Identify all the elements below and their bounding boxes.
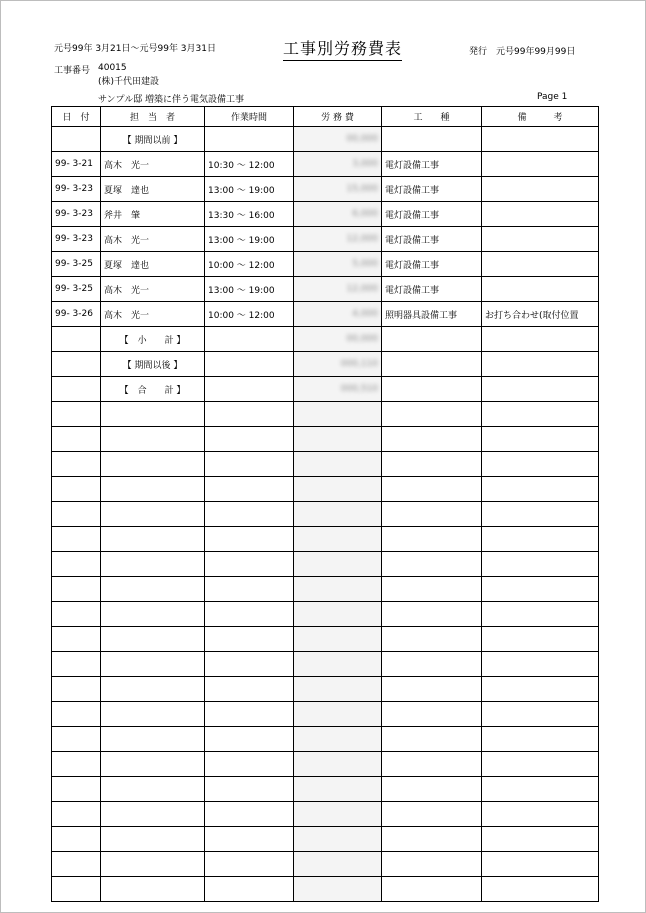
table-row: [52, 852, 599, 877]
cell-work-time: [205, 827, 294, 852]
table-row: [52, 602, 599, 627]
cell-work-type: [382, 627, 482, 652]
cell-remarks: [482, 652, 599, 677]
cell-labor-cost: [294, 377, 382, 402]
table-row: [52, 577, 599, 602]
cell-work-time: 10:00 ～ 12:00: [205, 302, 294, 327]
table-row: [52, 327, 599, 352]
cell-remarks: お打ち合わせ(取付位置: [482, 302, 599, 327]
cell-date: 99- 3-21: [52, 152, 101, 177]
cell-work-time: [205, 352, 294, 377]
cell-work-type: [382, 127, 482, 152]
cell-labor-cost: [294, 802, 382, 827]
table-row: [52, 752, 599, 777]
cell-work-time: [205, 852, 294, 877]
cell-labor-cost: [294, 252, 382, 277]
cell-labor-cost: [294, 627, 382, 652]
table-row: [52, 527, 599, 552]
cell-person: [101, 702, 205, 727]
cell-work-type: [382, 402, 482, 427]
cell-work-type: [382, 377, 482, 402]
cell-person: [101, 802, 205, 827]
cell-work-time: [205, 452, 294, 477]
cell-work-time: [205, 877, 294, 902]
cell-work-type: [382, 602, 482, 627]
cell-labor-cost: [294, 402, 382, 427]
project-number-label: 工事番号: [54, 66, 91, 76]
redacted-amount: 000,110: [340, 359, 378, 369]
cell-work-time: [205, 702, 294, 727]
cell-date: [52, 352, 101, 377]
cell-person: 高木 光一: [101, 302, 205, 327]
redacted-amount: 4,000: [352, 309, 378, 319]
cell-date: [52, 577, 101, 602]
cell-remarks: [482, 877, 599, 902]
cell-work-type: 電灯設備工事: [382, 177, 482, 202]
cell-date: [52, 552, 101, 577]
cell-labor-cost: [294, 327, 382, 352]
cell-remarks: [482, 827, 599, 852]
cell-date: 99- 3-23: [52, 177, 101, 202]
cell-person: [101, 527, 205, 552]
table-row: [52, 627, 599, 652]
cell-work-type: 電灯設備工事: [382, 202, 482, 227]
cell-work-type: [382, 752, 482, 777]
cell-labor-cost: [294, 452, 382, 477]
cell-date: [52, 502, 101, 527]
cell-remarks: [482, 752, 599, 777]
table-body: [52, 127, 599, 902]
cell-date: [52, 752, 101, 777]
cell-remarks: [482, 227, 599, 252]
table-row: [52, 277, 599, 302]
cell-date: 99- 3-26: [52, 302, 101, 327]
cell-work-type: [382, 552, 482, 577]
cell-date: [52, 727, 101, 752]
table-header-row: [52, 107, 599, 127]
cell-date: [52, 327, 101, 352]
cell-person: 夏塚 達也: [101, 177, 205, 202]
cell-person: [101, 677, 205, 702]
redacted-amount: 000,510: [340, 384, 378, 394]
cell-person: [101, 877, 205, 902]
project-number: 40015: [98, 63, 127, 73]
cell-work-time: [205, 127, 294, 152]
cell-date: [52, 377, 101, 402]
cell-labor-cost: [294, 877, 382, 902]
table-row: [52, 252, 599, 277]
cell-person: 夏塚 達也: [101, 252, 205, 277]
cell-work-time: [205, 677, 294, 702]
cell-remarks: [482, 777, 599, 802]
cell-person: [101, 552, 205, 577]
cell-work-time: [205, 502, 294, 527]
table-row: [52, 677, 599, 702]
cell-person: [101, 502, 205, 527]
cell-person: [101, 477, 205, 502]
cell-work-time: [205, 527, 294, 552]
cell-labor-cost: [294, 752, 382, 777]
table-row: [52, 377, 599, 402]
cell-work-time: [205, 427, 294, 452]
cell-remarks: [482, 702, 599, 727]
cell-work-time: [205, 477, 294, 502]
cell-date: 99- 3-25: [52, 277, 101, 302]
cell-person: [101, 452, 205, 477]
col-header-work-time: 作業時間: [205, 107, 294, 127]
cell-date: 99- 3-23: [52, 227, 101, 252]
cell-labor-cost: [294, 777, 382, 802]
col-header-person: 担 当 者: [101, 107, 205, 127]
table-row: [52, 227, 599, 252]
cell-work-time: [205, 627, 294, 652]
cell-work-time: [205, 402, 294, 427]
cell-date: [52, 477, 101, 502]
cell-date: 99- 3-23: [52, 202, 101, 227]
cell-work-time: [205, 752, 294, 777]
cell-work-type: 電灯設備工事: [382, 252, 482, 277]
cell-labor-cost: [294, 727, 382, 752]
cell-work-type: [382, 577, 482, 602]
cell-date: [52, 627, 101, 652]
cell-work-time: 10:30 ～ 12:00: [205, 152, 294, 177]
issue-date: 発行 元号99年99月99日: [469, 47, 576, 57]
cell-person: 【 合 計 】: [101, 377, 205, 402]
cell-work-time: [205, 552, 294, 577]
cell-work-type: [382, 677, 482, 702]
table-row: [52, 777, 599, 802]
cell-remarks: [482, 502, 599, 527]
cell-remarks: [482, 277, 599, 302]
table-row: [52, 552, 599, 577]
cell-work-time: [205, 802, 294, 827]
table-row: [52, 302, 599, 327]
cell-work-type: [382, 527, 482, 552]
cell-remarks: [482, 152, 599, 177]
cell-remarks: [482, 677, 599, 702]
cell-person: [101, 852, 205, 877]
cell-work-type: [382, 352, 482, 377]
col-header-date: 日 付: [52, 107, 101, 127]
cell-person: 高木 光一: [101, 227, 205, 252]
cell-remarks: [482, 452, 599, 477]
cell-person: 【 小 計 】: [101, 327, 205, 352]
cell-labor-cost: [294, 602, 382, 627]
cell-work-time: [205, 377, 294, 402]
cell-remarks: [482, 252, 599, 277]
cell-work-time: 10:00 ～ 12:00: [205, 252, 294, 277]
cell-work-time: [205, 602, 294, 627]
cell-labor-cost: [294, 552, 382, 577]
cell-date: [52, 827, 101, 852]
table-row: [52, 702, 599, 727]
report-title: 工事別労務費表: [283, 36, 402, 61]
cell-work-time: 13:30 ～ 16:00: [205, 202, 294, 227]
cell-work-type: [382, 802, 482, 827]
cell-date: 99- 3-25: [52, 252, 101, 277]
cell-labor-cost: [294, 427, 382, 452]
cell-work-type: [382, 327, 482, 352]
cell-person: [101, 602, 205, 627]
report-period: 元号99年 3月21日～元号99年 3月31日: [54, 44, 216, 54]
cell-work-time: [205, 652, 294, 677]
cell-date: [52, 527, 101, 552]
cell-work-type: [382, 877, 482, 902]
cell-remarks: [482, 402, 599, 427]
cell-work-time: 13:00 ～ 19:00: [205, 227, 294, 252]
cell-remarks: [482, 577, 599, 602]
cell-date: [52, 652, 101, 677]
cell-labor-cost: [294, 577, 382, 602]
cell-labor-cost: [294, 127, 382, 152]
cell-remarks: [482, 202, 599, 227]
cell-person: [101, 652, 205, 677]
table-row: [52, 427, 599, 452]
cell-remarks: [482, 602, 599, 627]
cell-remarks: [482, 552, 599, 577]
cell-person: 【 期間以前 】: [101, 127, 205, 152]
cell-remarks: [482, 427, 599, 452]
redacted-amount: 5,000: [352, 259, 378, 269]
cell-work-type: [382, 452, 482, 477]
cell-labor-cost: [294, 677, 382, 702]
cell-person: [101, 627, 205, 652]
cell-date: [52, 702, 101, 727]
cell-remarks: [482, 852, 599, 877]
redacted-amount: 12,000: [346, 234, 378, 244]
cell-remarks: [482, 327, 599, 352]
cell-work-time: [205, 577, 294, 602]
redacted-amount: 3,000: [352, 159, 378, 169]
redacted-amount: 00,000: [346, 134, 378, 144]
cell-work-type: [382, 427, 482, 452]
cell-person: 斧井 肇: [101, 202, 205, 227]
cell-person: 高木 光一: [101, 152, 205, 177]
table-row: [52, 152, 599, 177]
cell-work-type: 電灯設備工事: [382, 277, 482, 302]
table-row: [52, 827, 599, 852]
cell-work-time: 13:00 ～ 19:00: [205, 177, 294, 202]
cell-work-type: [382, 852, 482, 877]
cell-remarks: [482, 527, 599, 552]
cell-date: [52, 402, 101, 427]
table-row: [52, 452, 599, 477]
page-number: Page 1: [537, 92, 568, 102]
cell-work-type: 照明器具設備工事: [382, 302, 482, 327]
cell-labor-cost: [294, 177, 382, 202]
cell-work-time: [205, 727, 294, 752]
cell-work-type: [382, 727, 482, 752]
col-header-remarks: 備 考: [482, 107, 599, 127]
client-name: (株)千代田建設: [98, 77, 160, 87]
redacted-amount: 12,000: [346, 284, 378, 294]
cell-remarks: [482, 477, 599, 502]
table-row: [52, 877, 599, 902]
project-name: サンプル邸 増築に伴う電気設備工事: [98, 95, 245, 105]
cell-work-type: [382, 777, 482, 802]
table-row: [52, 502, 599, 527]
cell-person: 【 期間以後 】: [101, 352, 205, 377]
cell-work-time: 13:00 ～ 19:00: [205, 277, 294, 302]
cell-work-type: [382, 502, 482, 527]
cell-work-type: [382, 652, 482, 677]
cell-labor-cost: [294, 652, 382, 677]
table-row: [52, 127, 599, 152]
cell-remarks: [482, 802, 599, 827]
table-row: [52, 202, 599, 227]
cell-labor-cost: [294, 852, 382, 877]
cell-date: [52, 877, 101, 902]
cell-work-type: [382, 477, 482, 502]
cell-work-type: 電灯設備工事: [382, 227, 482, 252]
cell-remarks: [482, 377, 599, 402]
table-row: [52, 402, 599, 427]
cell-remarks: [482, 127, 599, 152]
cell-person: 高木 光一: [101, 277, 205, 302]
cell-labor-cost: [294, 527, 382, 552]
cell-labor-cost: [294, 302, 382, 327]
table-row: [52, 652, 599, 677]
cell-date: [52, 852, 101, 877]
table-row: [52, 177, 599, 202]
cell-date: [52, 802, 101, 827]
cell-person: [101, 777, 205, 802]
cell-labor-cost: [294, 277, 382, 302]
cell-work-time: [205, 777, 294, 802]
cell-labor-cost: [294, 152, 382, 177]
cell-date: [52, 427, 101, 452]
cell-person: [101, 402, 205, 427]
labor-cost-table: [51, 106, 599, 902]
cell-labor-cost: [294, 477, 382, 502]
cell-date: [52, 452, 101, 477]
cell-remarks: [482, 627, 599, 652]
cell-person: [101, 727, 205, 752]
cell-work-type: 電灯設備工事: [382, 152, 482, 177]
table-row: [52, 727, 599, 752]
cell-person: [101, 427, 205, 452]
cell-person: [101, 577, 205, 602]
table-row: [52, 802, 599, 827]
cell-person: [101, 827, 205, 852]
cell-labor-cost: [294, 202, 382, 227]
col-header-work-type: 工 種: [382, 107, 482, 127]
col-header-labor-cost: 労 務 費: [294, 107, 382, 127]
cell-date: [52, 677, 101, 702]
cell-labor-cost: [294, 502, 382, 527]
cell-work-type: [382, 827, 482, 852]
table-row: [52, 477, 599, 502]
redacted-amount: 6,000: [352, 209, 378, 219]
cell-remarks: [482, 727, 599, 752]
cell-labor-cost: [294, 352, 382, 377]
cell-remarks: [482, 177, 599, 202]
table-row: [52, 352, 599, 377]
cell-date: [52, 127, 101, 152]
cell-remarks: [482, 352, 599, 377]
cell-date: [52, 777, 101, 802]
cell-labor-cost: [294, 702, 382, 727]
cell-work-type: [382, 702, 482, 727]
redacted-amount: 00,000: [346, 334, 378, 344]
cell-labor-cost: [294, 227, 382, 252]
cell-labor-cost: [294, 827, 382, 852]
cell-date: [52, 602, 101, 627]
cell-person: [101, 752, 205, 777]
redacted-amount: 15,000: [346, 184, 378, 194]
cell-work-time: [205, 327, 294, 352]
